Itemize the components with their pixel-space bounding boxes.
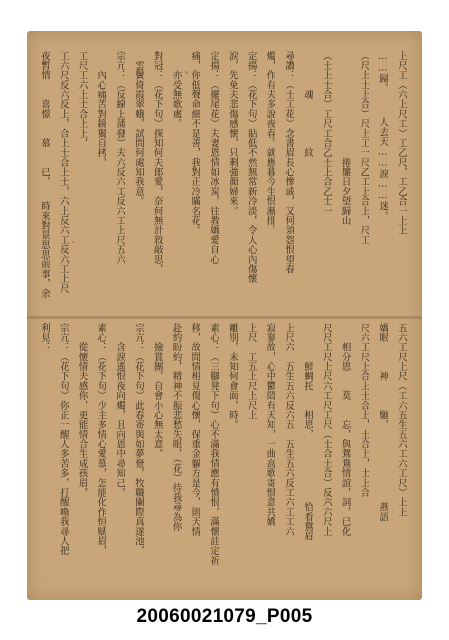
lower-text-column: 鮮蜩托 相思， 恰看鴛眉 <box>302 323 314 542</box>
lower-text-column: 尺六工尺上合上士合上，士合上，士上合 <box>358 323 370 498</box>
upper-text-column: 定揚：（擺尾花）夫妻恩情如冰炭，往教嬌愛自心 <box>208 51 220 265</box>
upper-text-column: 痛，你低聲命細不是善，我對正冷瞞名花。 <box>189 51 201 236</box>
upper-text-column: （士上士合）工尺工合乙士上合乙士一 <box>320 51 332 216</box>
upper-text-column: （尺上士上合）尺上工一尺乙工上合上，尺工 <box>358 51 370 245</box>
lower-text-column: 從懷情夫感你，更能情合生成孩眉。 <box>76 323 88 498</box>
upper-text-column: 上尺工（六上尺工）工乙尺，工乙合一上上 <box>396 51 407 236</box>
upper-text-column: 魂 紋 <box>302 51 314 158</box>
lower-text-column: 寂寥故，心中鬱悶有天知，一曲高歌寄恨意共嬌 <box>264 323 276 527</box>
upper-text-column: 工六尺反六反上，合上士合上士，六上反六工反六工上尺 <box>57 51 69 294</box>
lower-text-column: 含淚遙恨夜向燭，且向恩中尋知己。 <box>114 323 126 498</box>
upper-text-column: 定揚：（花下句）貼低不然無常新冷淡，令人心內傷懷 <box>245 51 257 284</box>
paper-speck <box>72 241 74 243</box>
lower-text-column: 素心：（三腳凳下句）心不滿我情應有憤恨，滿懷註定祈 <box>208 323 220 566</box>
lower-text-column: 撿賞團，自會小心無太意。 <box>151 323 163 459</box>
lower-text-column: 利見： <box>39 323 50 353</box>
upper-text-column: 夜暫情 喜憬 慕 已， 時來對景思思前事，余 <box>39 51 50 299</box>
upper-text-column: 捲簾日夕望歸山 <box>339 51 351 226</box>
upper-text-column: 對冠：（花下句）探知何夫郎愛，奈何無計敘敲思， <box>151 51 163 274</box>
upper-text-column: 尋讚：（士工花）念書眉長心慘戚，又何須怨恨望春 <box>283 51 295 274</box>
lower-text-column: 尺尺工尺上尺六工尺工尺（士合士合）反六六尺上 <box>320 323 332 537</box>
upper-text-column: ……歸。 人去天……淚……迷。 <box>377 51 389 221</box>
lower-text-column: 嬌眠 神 馳， 燕語 <box>377 323 389 522</box>
lower-text-column: 赴約盼約，精神不振悲愁失眼，（花）待我尋為你 <box>170 323 182 532</box>
lower-text-column: 素心：（花下句）少主多情心愛慕，怎能化作恒赋眉， <box>95 323 107 556</box>
lower-text-column: 五六工尺上尺（工六五生五六工六工尺）上上 <box>396 323 407 517</box>
lower-text-column: 宗亢：（花下句）你正一醒人多苦多，打醒喚我尋人把 <box>57 323 69 556</box>
upper-text-column: 內心痛苦對鏡獨自拷， <box>95 51 107 168</box>
upper-text-column: 宗亢：（反線上蒲發）夫六反六工反六工上尺五六 <box>114 51 126 265</box>
image-caption: 20060021079_P005 <box>136 606 313 627</box>
lower-text-column: 上尺 工五上尺上尺上 <box>245 323 257 420</box>
upper-text-column: 涙，先免夫悲傷感懷，只剩強顏婦來。 <box>226 51 238 216</box>
lower-text-column: 相分恩 莫 忘，與鴛鴦情誼，詞，已化 <box>339 323 351 537</box>
lower-text-column: 宗亢：（花下句）此春寄與如夢覺，牧職闌際真遂池， <box>132 323 144 556</box>
upper-text-column: 亦受無歌處。 <box>170 51 182 129</box>
upper-text-column: 工尺工六上士合上上， <box>76 51 88 148</box>
page-fold <box>27 316 422 319</box>
upper-text-column: 燭，作有夫多說夜春。就應暮今生恨漸排。 <box>264 51 276 236</box>
lower-text-column: 離別，未知何會面，時。 <box>226 323 238 430</box>
lower-text-column: 移，故問情相見傷心懷，保重金軀方是今，則天情 <box>189 323 201 537</box>
lower-text-column: 上尺六 五生五六反六五 五生五六反工六工工六 <box>283 323 295 537</box>
scanned-page <box>27 31 422 600</box>
paper-speck <box>185 71 188 74</box>
upper-text-column: 雲鬢倚霞翠蛾，試問何處知我意。 <box>132 51 144 207</box>
